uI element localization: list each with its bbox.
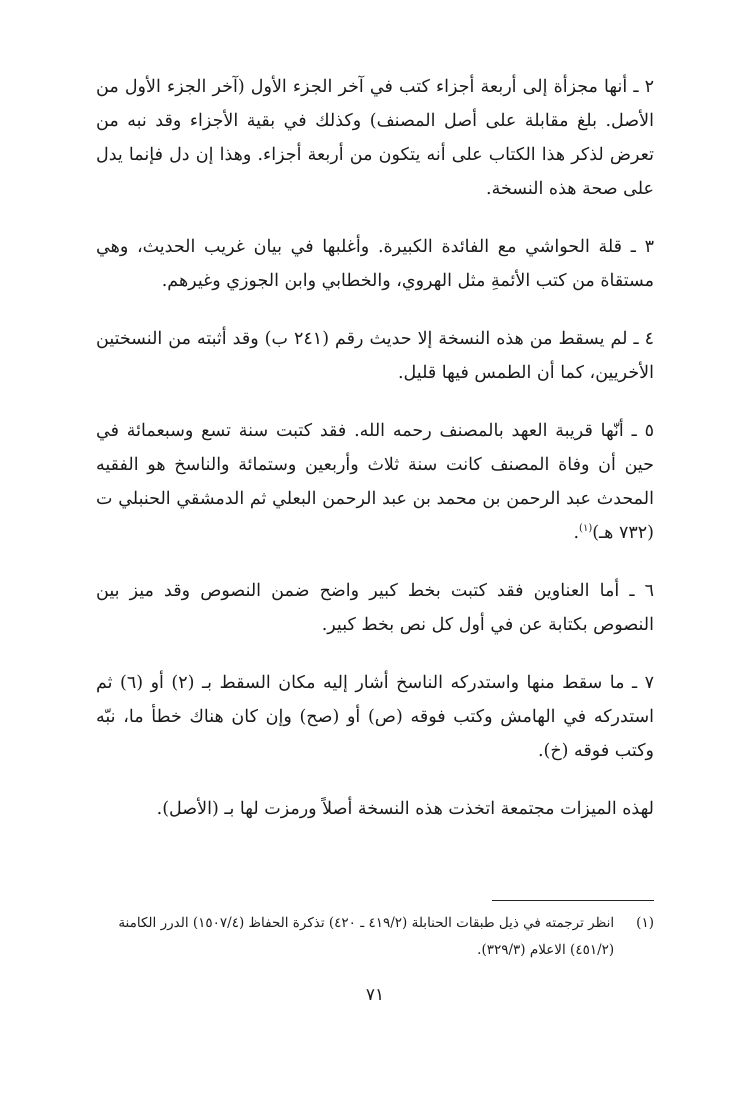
paragraph-5 bbox=[96, 414, 654, 550]
paragraph-3: ٣ ـ قلة الحواشي مع الفائدة الكبيرة. وأغلبها في بيان غريب الحديث، وهي مستقاة من كتب الأئمةِ مثل الهروي، والخطابي وابن الجوزي وغيرهم. bbox=[96, 237, 654, 291]
paragraph-5-tail: . bbox=[573, 523, 580, 543]
footnote-text: انظر ترجمته في ذيل طبقات الحنابلة (٤١٩/٢ ـ ٤٢٠) تذكرة الحفاظ (١٥٠٧/٤) الدرر الكامنة (٤٥١/٢) الاعلام (٣٢٩/٣). bbox=[118, 915, 615, 958]
paragraph-conclusion: لهذه الميزات مجتمعة اتخذت هذه النسخة أصلاً ورمزت لها بـ (الأصل). bbox=[156, 799, 654, 819]
main-text bbox=[96, 70, 654, 826]
paragraph-7: ٧ ـ ما سقط منها واستدركه الناسخ أشار إليه مكان السقط بـ (٢) أو (٦) ثم استدركه في الهامش وكتب فوقه (ص) أو (صح) وإن كان هناك خطأ ما، نبّه وكتب فوقه (خ). bbox=[96, 673, 654, 761]
paragraph-6: ٦ ـ أما العناوين فقد كتبت بخط كبير واضح ضمن النصوص وقد ميز بين النصوص بكتابة عن في أول كل نص بخط كبير. bbox=[96, 581, 654, 635]
page-number: ٧١ bbox=[365, 985, 385, 1005]
footnote-divider bbox=[492, 900, 654, 901]
footnote-number: (١) bbox=[636, 915, 654, 931]
paragraph-2: ٢ ـ أنها مجزأة إلى أربعة أجزاء كتب في آخر الجزء الأول (آخر الجزء الأول من الأصل. بلغ مقابلة على أصل المصنف) وكذلك في بقية الأجزاء وقد نبه من تعرض لذكر هذا الكتاب على أنه يتكون من أربعة أجزاء. وهذا إن دل فإنما يدل على صحة هذه النسخة. bbox=[96, 77, 654, 199]
paragraph-4: ٤ ـ لم يسقط من هذه النسخة إلا حديث رقم (٢٤١ ب) وقد أثبته من النسختين الأخريين، كما أن الطمس فيها قليل. bbox=[96, 329, 654, 383]
footnote-reference[interactable]: (١) bbox=[579, 523, 593, 535]
footnote bbox=[96, 910, 654, 964]
paragraph-5-text: ٥ ـ أنّها قريبة العهد بالمصنف رحمه الله. فقد كتبت سنة تسع وسبعمائة في حين أن وفاة المصنف كانت سنة ثلاث وأربعين وستمائة والناسخ هو الفقيه المحدث عبد الرحمن بن محمد بن عبد الرحمن البعلي ثم الدمشقي الحنبلي ت (٧٣٢ هـ) bbox=[96, 421, 654, 543]
